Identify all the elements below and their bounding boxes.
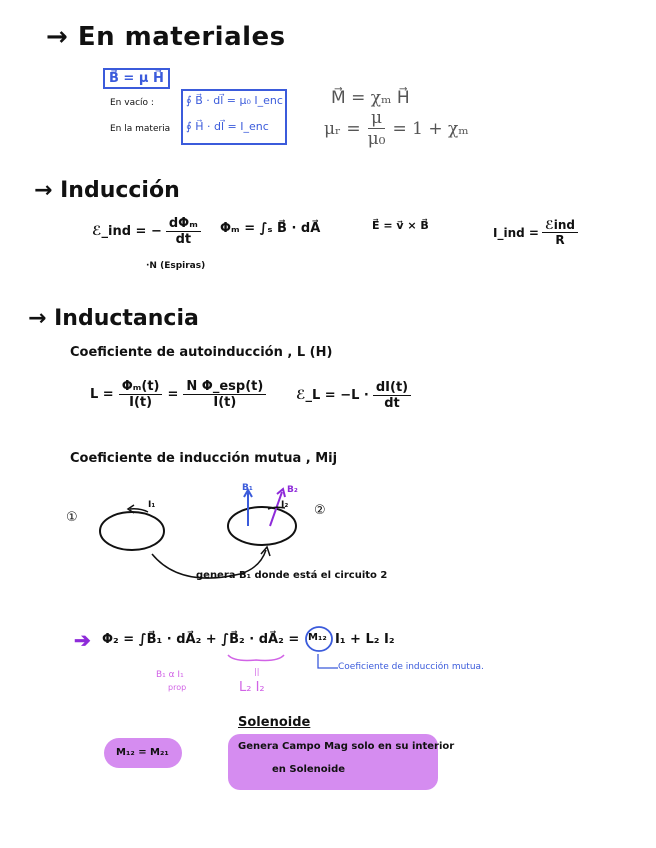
efield-eq: E⃗ = v⃗ × B⃗ — [372, 219, 429, 232]
l2i2-note: L₂ I₂ — [239, 680, 265, 695]
inductance-equals: = — [167, 387, 179, 402]
solenoide-text-1: Genera Campo Mag solo en su interior — [238, 741, 455, 752]
vacio-label: En vacío : — [110, 98, 154, 108]
emf-note: ·N (Espiras) — [146, 261, 206, 271]
circuit-2-ellipse — [228, 507, 296, 545]
prop-note: prop — [168, 683, 187, 692]
iind-den: R — [555, 233, 565, 247]
emf-frac — [166, 216, 201, 247]
permeability-eq — [324, 108, 469, 149]
l2i2-brace-path — [228, 655, 284, 660]
permeability-lhs: μᵣ = — [324, 118, 361, 139]
autoinduccion-title: Coeficiente de autoinducción , L (H) — [70, 345, 333, 360]
inductance-den-2: I(t) — [213, 395, 237, 410]
flux2-rest: I₁ + L₂ I₂ — [335, 632, 395, 647]
self-emf-frac — [373, 380, 411, 411]
inductance-eq — [90, 379, 266, 410]
genera-caption: genera B₁ donde está el circuito 2 — [196, 570, 388, 581]
iind-num: ℰind — [542, 218, 578, 233]
emf-num: dΦₘ — [166, 216, 201, 232]
flux-eq: Φₘ = ∫ₛ B⃗ · dA⃗ — [220, 221, 321, 236]
permeability-den: μ₀ — [367, 129, 386, 149]
permeability-rhs: = 1 + χₘ — [392, 118, 469, 139]
coef-note: Coeficiente de inducción mutua. — [338, 662, 484, 672]
l2i2-equals-mark: || — [254, 667, 260, 676]
iind-frac — [542, 218, 578, 247]
mutual-equality: M₁₂ = M₂₁ — [116, 747, 169, 758]
circuit-2-number: ② — [314, 503, 326, 518]
flux2-eq: Φ₂ = ∫B⃗₁ · dA⃗₂ + ∫B⃗₂ · dA⃗₂ = — [102, 632, 300, 647]
coef-pointer-line — [318, 654, 338, 668]
mutua-title: Coeficiente de inducción mutua , Mij — [70, 451, 338, 466]
b2-label: B₂ — [287, 485, 298, 495]
b1-label: B₁ — [242, 483, 253, 493]
emf-eq — [92, 216, 201, 247]
ampere-vacio-eq: ∮ B⃗ · dl⃗ = μ₀ I_enc — [186, 94, 283, 107]
emf-lhs: ℰ_ind = − — [92, 224, 162, 239]
circuit-1-number: ① — [66, 510, 78, 525]
i2-label: I₂ — [281, 500, 289, 510]
heading-induccion: → Inducción — [34, 178, 180, 203]
self-emf-eq — [296, 380, 411, 411]
magnetization-eq: M⃗ = χₘ H⃗ — [331, 88, 410, 108]
iind-eq — [493, 218, 578, 247]
inductance-lhs: L = — [90, 387, 114, 402]
inductance-frac-1 — [119, 379, 163, 410]
circuit-1-ellipse — [100, 512, 164, 550]
b1-alpha-i1-note: B₁ α I₁ — [156, 670, 184, 680]
iind-lhs: I_ind = — [493, 225, 539, 240]
solenoide-text-2: en Solenoide — [272, 764, 346, 775]
b-mu-h-box: B⃗ = μ H⃗ — [103, 68, 170, 89]
flux2-arrow-icon: ➔ — [74, 628, 91, 652]
l2i2-brace — [226, 652, 286, 666]
inductance-num-2: N Φ_esp(t) — [183, 379, 266, 395]
self-emf-lhs: ℰ_L = −L · — [296, 388, 369, 403]
materia-label: En la materia — [110, 124, 171, 134]
ampere-materia-eq: ∮ H⃗ · dl⃗ = I_enc — [186, 120, 269, 133]
heading-materiales: → En materiales — [46, 22, 286, 52]
heading-inductancia: → Inductancia — [28, 306, 199, 331]
inductance-num-1: Φₘ(t) — [119, 379, 163, 395]
inductance-den-1: I(t) — [129, 395, 153, 410]
m12-symbol: M₁₂ — [308, 632, 327, 643]
solenoide-title: Solenoide — [238, 715, 311, 730]
emf-den: dt — [175, 232, 192, 247]
self-emf-num: dI(t) — [373, 380, 411, 396]
permeability-num: μ — [368, 108, 385, 129]
inductance-frac-2 — [183, 379, 266, 410]
self-emf-den: dt — [384, 396, 400, 411]
permeability-frac — [365, 108, 389, 149]
i1-label: I₁ — [148, 500, 156, 510]
